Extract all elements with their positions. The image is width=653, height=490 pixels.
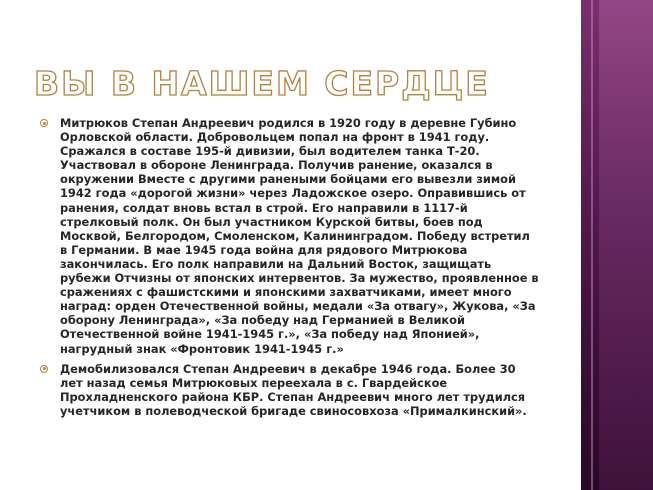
bullet-item-biography (40, 116, 540, 356)
ring-bullet-icon (40, 119, 48, 127)
bullet-item-postwar (40, 362, 540, 418)
bullet-text: Митрюков Степан Андреевич родился в 1920 году в деревне Губино Орловской области. Добровольцем попал на фронт в 1941 году. Сражался в составе 195-й дивизии, был водителем танка Т-20. Участвовал в обороне Ленинграда. Получив ранение, оказался в окружении Вместе с другими ранеными бойцами его вывезли зимой 1942 года «дорогой жизни» через Ладожское озеро. Оправившись от ранения, солдат вновь встал в строй. Его направили в 1117-й стрелковый полк. Он был участником Курской битвы, боев под Москвой, Белгородом, Смоленском, Калининградом. Победу встретил в Германии. В мае 1945 года война для рядового Митрюкова закончилась. Его полк направили на Дальний Восток, защищать рубежи Отчизны от японских интервентов. За мужество, проявленное в сражениях с фашистскими и японскими захватчиками, имеет много наград: орден Отечественной войны, медали «За отвагу», Жукова, «За оборону Ленинграда», «За победу над Германией в Великой Отечественной войне 1941-1945 г.», «За победу над Японией», нагрудный знак «Фронтовик 1941-1945 г.» (60, 116, 539, 356)
side-decoration-gradient (599, 0, 653, 490)
slide-title: ВЫ В НАШЕМ СЕРДЦЕ (34, 64, 490, 103)
ring-bullet-icon (40, 365, 48, 373)
side-decoration-line (591, 0, 593, 490)
bullet-list (40, 116, 540, 424)
bullet-text: Демобилизовался Степан Андреевич в декабре 1946 года. Более 30 лет назад семья Митрюковых переехала в с. Гвардейское Прохладненского района КБР. Степан Андреевич много лет трудился учетчиком в полеводческой бригаде свиносовхоза «Прималкинский». (60, 361, 527, 418)
